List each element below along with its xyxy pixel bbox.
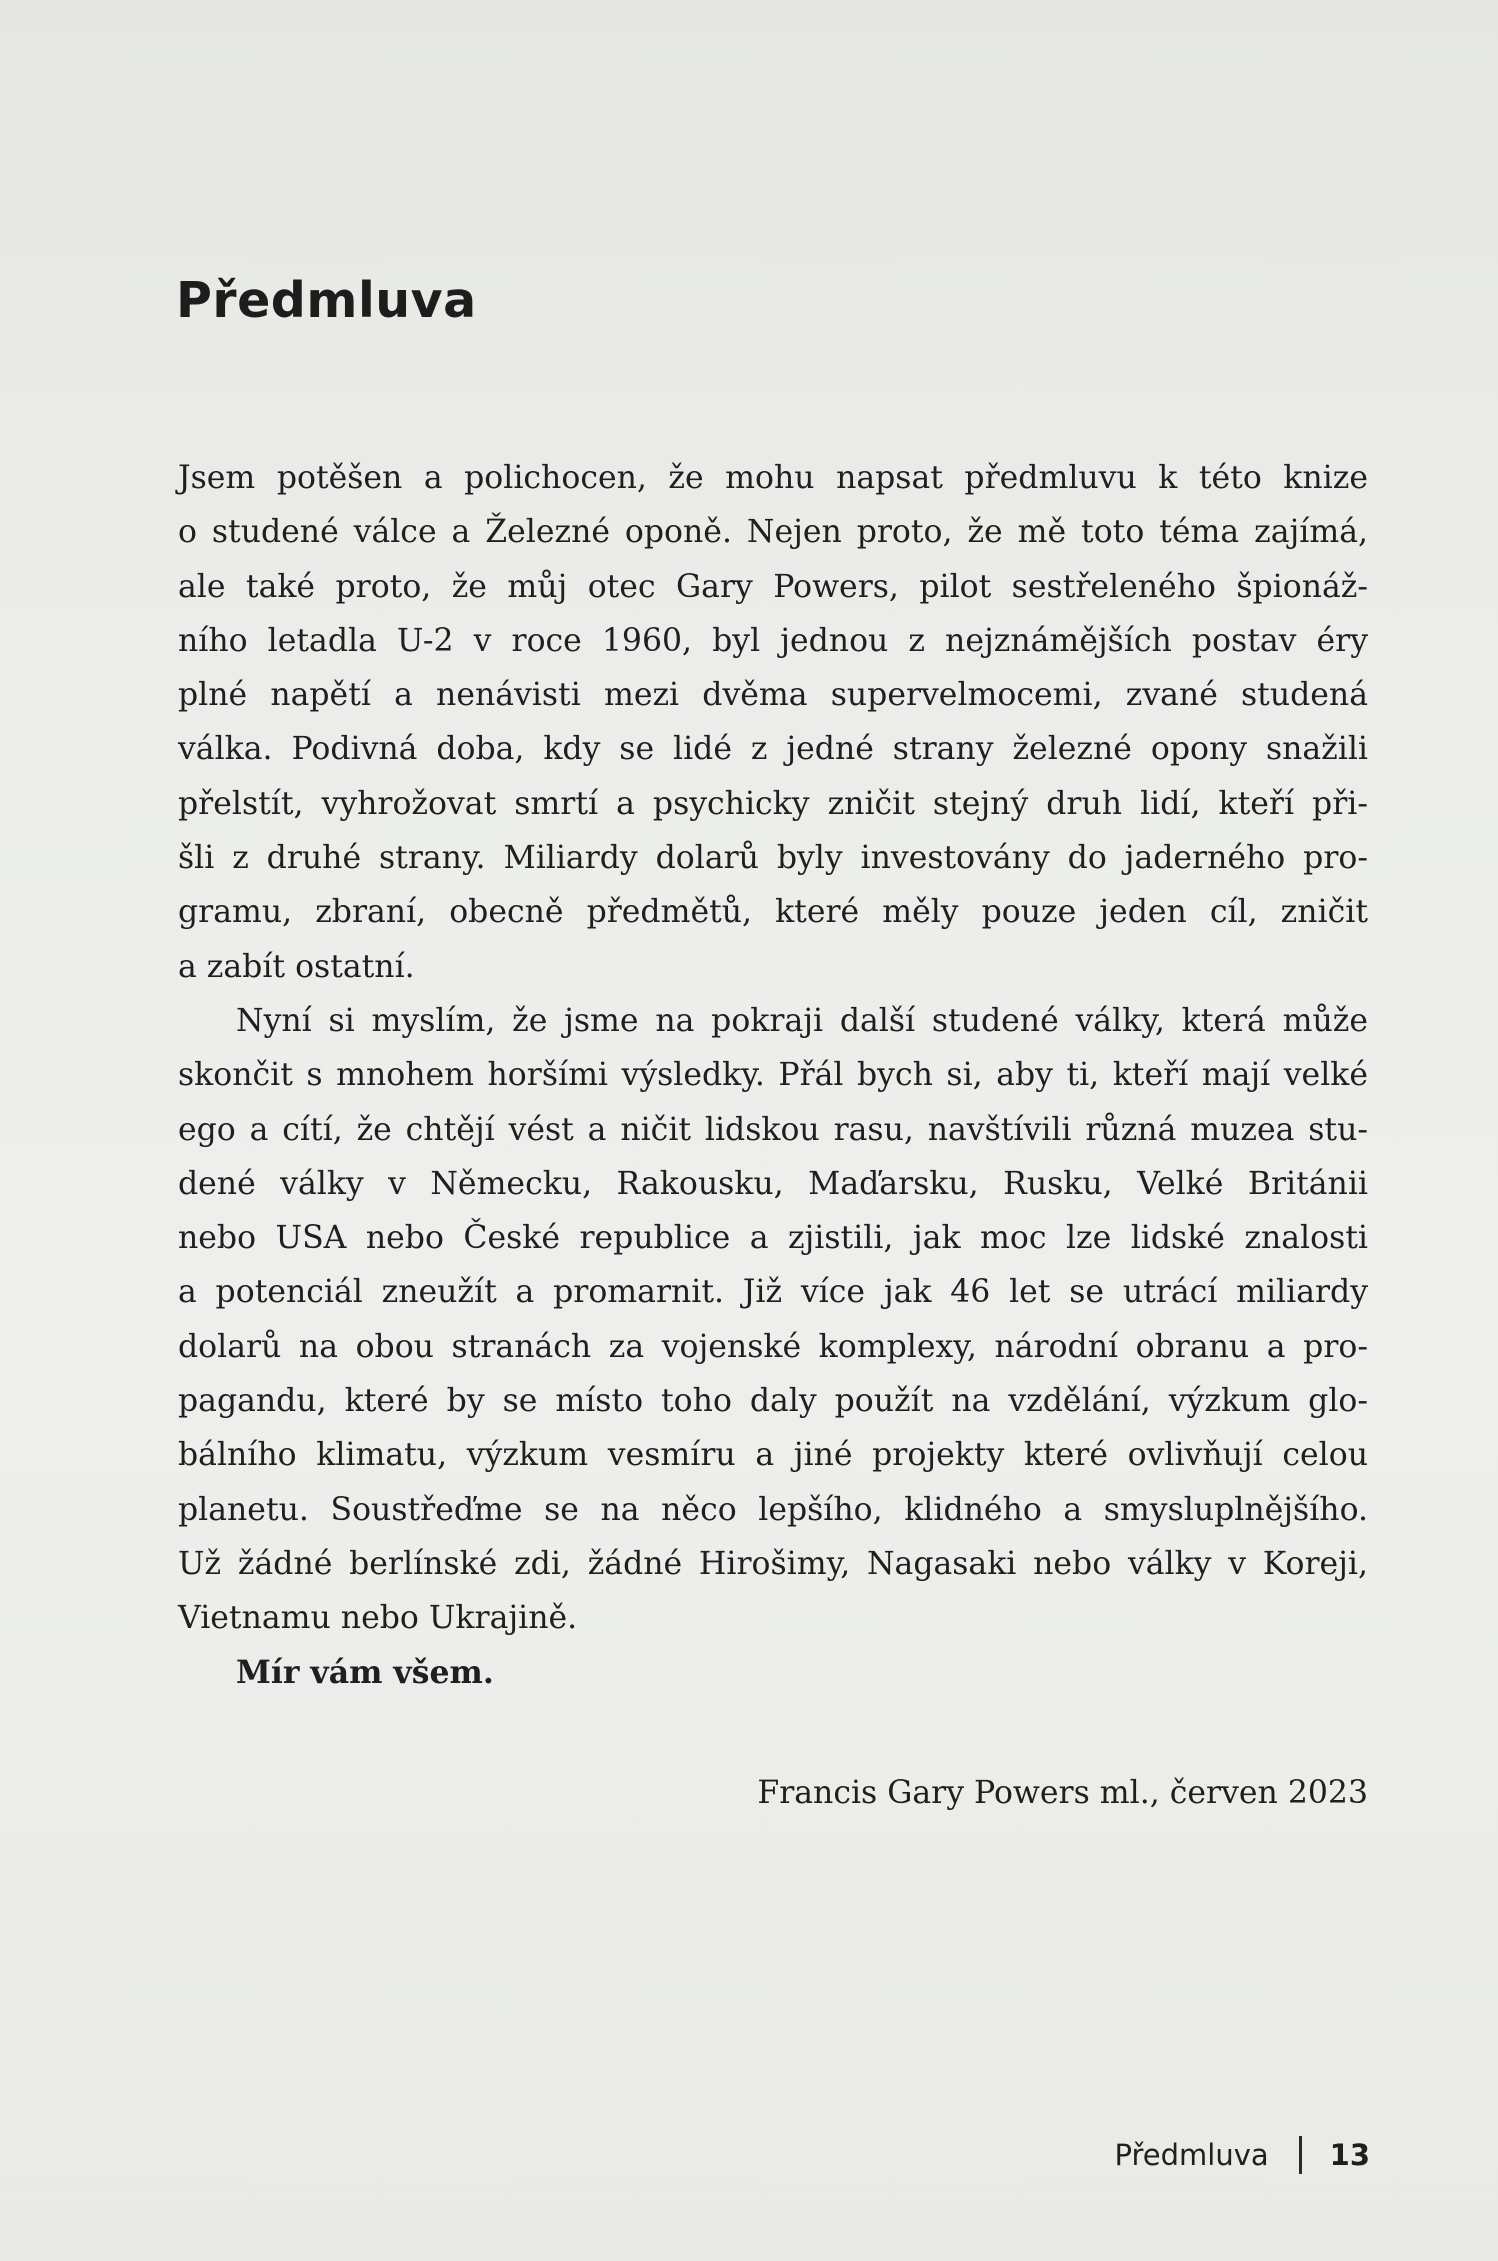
running-footer-section: Předmluva (1114, 2138, 1269, 2172)
page-number: 13 (1329, 2138, 1370, 2172)
text-line: Nyní si myslím, že jsme na pokraji další studené války, která může (236, 1002, 1368, 1039)
text-line: skončit s mnohem horšími výsledky. Přál bych si, aby ti, kteří mají velké (178, 1057, 1368, 1094)
text-line: ale také proto, že můj otec Gary Powers, pilot sestřeleného špionáž- (178, 568, 1368, 605)
text-line: gramu, zbraní, obecně předmětů, které měly pouze jeden cíl, zničit (178, 894, 1368, 931)
text-line: dolarů na obou stranách za vojenské komplexy, národní obranu a pro- (178, 1328, 1368, 1365)
foreword-text (178, 451, 1368, 1700)
text-line: a potenciál zneužít a promarnit. Již více jak 46 let se utrácí miliardy (178, 1274, 1368, 1311)
author-signature: Francis Gary Powers ml., červen 2023 (757, 1775, 1368, 1811)
text-line: Už žádné berlínské zdi, žádné Hirošimy, Nagasaki nebo války v Koreji, (178, 1545, 1368, 1582)
text-line: planetu. Soustřeďme se na něco lepšího, klidného a smysluplnějšího. (178, 1491, 1368, 1528)
text-line: přelstít, vyhrožovat smrtí a psychicky zničit stejný druh lidí, kteří při- (178, 785, 1368, 822)
text-line: a zabít ostatní. (178, 948, 415, 985)
text-line: dené války v Německu, Rakousku, Maďarsku, Rusku, Velké Británii (178, 1165, 1368, 1202)
text-line: nebo USA nebo České republice a zjistili, jak moc lze lidské znalosti (178, 1220, 1368, 1257)
text-line: o studené válce a Železné oponě. Nejen proto, že mě toto téma zajímá, (178, 514, 1368, 551)
footer-divider (1299, 2136, 1302, 2174)
text-line: válka. Podivná doba, kdy se lidé z jedné strany železné opony snažili (178, 731, 1368, 768)
chapter-heading: Předmluva (176, 272, 477, 329)
text-line: šli z druhé strany. Miliardy dolarů byly investovány do jaderného pro- (178, 840, 1368, 877)
text-line: Vietnamu nebo Ukrajině. (178, 1600, 578, 1637)
closing-line: Mír vám všem. (236, 1653, 494, 1691)
page-footer (1115, 2136, 1371, 2174)
text-line: ego a cítí, že chtějí vést a ničit lidskou rasu, navštívili různá muzea stu- (178, 1111, 1368, 1148)
text-line: plné napětí a nenávisti mezi dvěma supervelmocemi, zvané studená (178, 677, 1368, 714)
text-line: bálního klimatu, výzkum vesmíru a jiné projekty které ovlivňují celou (178, 1437, 1368, 1474)
text-line: ního letadla U-2 v roce 1960, byl jednou z nejznámějších postav éry (178, 622, 1368, 659)
text-line: pagandu, které by se místo toho daly použít na vzdělání, výzkum glo- (178, 1383, 1368, 1420)
text-line: Jsem potěšen a polichocen, že mohu napsat předmluvu k této knize (178, 460, 1368, 496)
